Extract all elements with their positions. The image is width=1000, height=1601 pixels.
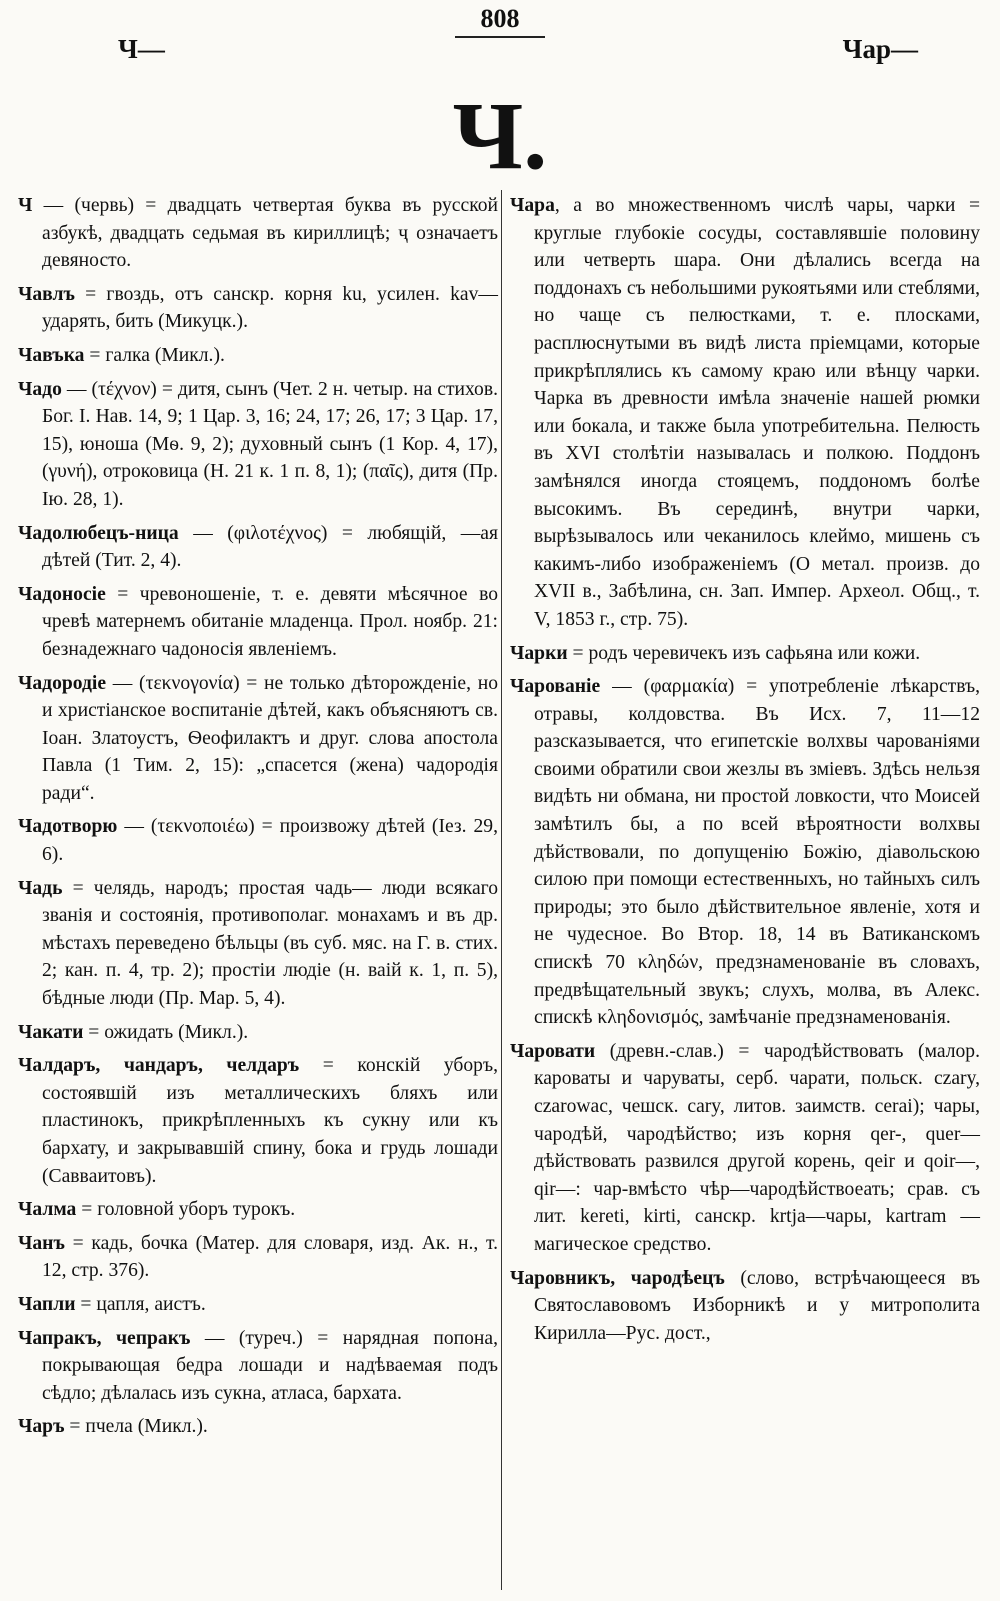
dictionary-entry xyxy=(18,875,498,1013)
page-number-rule xyxy=(455,36,545,38)
entry-headword: Чара xyxy=(510,195,555,216)
dictionary-entry xyxy=(18,520,498,575)
entry-headword: Чапракъ, чепракъ xyxy=(18,1327,191,1349)
entry-definition: = чревоношеніе, т. е. девяти мѣсячное во чревѣ матернемъ обитаніе младенца. Прол. ноябр. 21: безнадежнаго чадоносія явленіемъ. xyxy=(42,583,498,660)
entry-headword: Чарки xyxy=(510,642,568,664)
entry-definition: — (φαρμακία) = употребленіе лѣкарствъ, отравы, колдовства. Въ Исх. 7, 11—12 разсказывается, что египетскіе волхвы чарованіями своими обратили свои жезлы въ зміевъ. Здѣсь нельзя видѣть ни обмана, ни простой ловкости, что Моисей замѣтилъ бы, а по всей вѣроятности волхвы дѣйствовали, по допущенію Божію, діавольскою силою при помощи естественныхъ, но тайныхъ силъ природы; это было дѣйствительное явленіе, хотя и не чудесное. Во Втор. 18, 14 въ Ватиканскомъ спискѣ 70 κληδών, предзнаменованіе въ словахъ, предвѣщательный звукъ; слухъ, молва, въ Алекс. спискѣ κληδονισμός, замѣчаніе предзнаменованія. xyxy=(534,676,980,1029)
entry-definition: — (червь) = двадцать четвертая буква въ русской азбукѣ, двадцать седьмая въ кириллицѣ; ҷ означаетъ девяносто. xyxy=(32,195,498,272)
dictionary-entry xyxy=(510,640,980,668)
column-divider xyxy=(501,190,502,1590)
entry-headword: Чапли xyxy=(18,1293,76,1315)
entry-headword: Чавъка xyxy=(18,344,85,366)
dictionary-entry xyxy=(18,342,498,370)
dictionary-entry xyxy=(18,1291,498,1319)
entry-headword: Чанъ xyxy=(18,1232,65,1254)
entry-definition: = цапля, аистъ. xyxy=(75,1293,206,1315)
running-head-left: Ч— xyxy=(118,34,165,64)
right-column xyxy=(510,192,980,1353)
dictionary-entry xyxy=(18,192,498,275)
entry-definition: = родъ черевичекъ изъ сафьяна или кожи. xyxy=(567,642,921,664)
entry-definition: — (φιλοτέχνος) = любящій, —ая дѣтей (Тит. 2, 4). xyxy=(42,522,498,572)
dictionary-entry xyxy=(18,581,498,664)
entry-headword: Чалма xyxy=(18,1199,77,1221)
entry-definition: = пчела (Микл.). xyxy=(64,1416,208,1438)
entry-definition: = конскій уборъ, состоявшій изъ металлическихъ бляхъ или пластинокъ, прикрѣпленныхъ къ сукну или къ бархату, и закрывавшій спину, бока и грудь лошади (Саввaитовъ). xyxy=(42,1055,498,1187)
entry-headword: Чадородіе xyxy=(18,672,107,694)
entry-definition: (древн.-слав.) = чародѣйствовать (малор. кароваты и чаруваты, серб. чарати, польск. czary, czarowac, чешск. cary, литов. заимств. cerai); чары, чародѣй, чародѣйство; изъ корня qer-, quer—дѣйствовать развился другой корень, qeir и qoir—, qir—: чар-вмѣсто чѣр—чародѣйствоеать; срав. съ лит. kereti, kirti, санскр. krtja—чары, kartram — магическое средство. xyxy=(534,1040,980,1255)
entry-definition: = галка (Микл.). xyxy=(84,344,225,366)
dictionary-entry xyxy=(510,673,980,1032)
entry-definition: — (τέχνον) = дитя, сынъ (Чет. 2 н. четыр. на стихов. Бог. I. Нав. 14, 9; 1 Цар. 3, 16; 24, 17; 26, 17; 3 Цар. 17, 15), юноша (Мѳ. 9, 2); духовный сынъ (1 Кор. 4, 17), (γυνή), отроковица (Н. 21 к. 1 п. 8, 1); (παῖς), дитя (Пр. Ію. 28, 1). xyxy=(42,378,498,510)
entry-headword: Чавлъ xyxy=(18,283,75,305)
entry-definition: = гвоздь, отъ санскр. корня ku, усилен. kav—ударять, бить (Микуцк.). xyxy=(42,283,498,333)
dictionary-entry xyxy=(18,670,498,808)
dictionary-entry xyxy=(18,281,498,336)
dictionary-entry xyxy=(510,192,980,634)
dictionary-entry xyxy=(18,813,498,868)
page-number: 808 xyxy=(480,4,520,33)
entry-headword: Чадо xyxy=(18,378,62,400)
dictionary-entry xyxy=(18,1413,498,1441)
entry-definition: — (туреч.) = нарядная попона, покрывающая бедра лошади и надѣваемая подъ сѣдло; дѣлалась изъ сукна, атласа, бархата. xyxy=(42,1327,498,1404)
entry-headword: Чадь xyxy=(18,877,63,899)
dictionary-entry xyxy=(18,376,498,514)
dictionary-entry xyxy=(510,1265,980,1348)
entry-headword: Чарованіе xyxy=(510,676,601,698)
entry-headword: Чалдаръ, чандаръ, челдаръ xyxy=(18,1055,300,1077)
running-head-right: Чар— xyxy=(842,34,918,64)
entry-definition: = ожидать (Микл.). xyxy=(83,1021,249,1043)
left-column xyxy=(18,192,498,1447)
dictionary-entry xyxy=(18,1052,498,1190)
dictionary-entry xyxy=(18,1230,498,1285)
dictionary-entry xyxy=(18,1019,498,1047)
entry-definition: = кадь, бочка (Матер. для словаря, изд. Ак. н., т. 12, стр. 376). xyxy=(42,1232,498,1282)
dictionary-entry xyxy=(510,1038,980,1259)
entry-headword: Чадолюбецъ-ница xyxy=(18,522,179,544)
entry-headword: Чадоносіе xyxy=(18,583,106,605)
entry-definition: — (τεκνοποιέω) = произвожу дѣтей (Іез. 29, 6). xyxy=(42,816,498,866)
entry-definition: = головной уборъ турокъ. xyxy=(76,1199,296,1221)
entry-headword: Чаръ xyxy=(18,1416,65,1438)
entry-headword: Чакати xyxy=(18,1021,84,1043)
entry-headword: Чадотворю xyxy=(18,816,118,838)
entry-headword: Ч xyxy=(18,195,33,216)
dictionary-entry xyxy=(18,1196,498,1224)
entry-headword: Чаровати xyxy=(510,1040,596,1062)
entry-definition: = челядь, народъ; простая чадь— люди всякаго званія и состоянія, противополаг. монахамъ и въ др. мѣстахъ переведено бѣльцы (въ суб. мяс. на Г. в. стих. 2; кан. п. 4, тр. 2); простіи людіе (н. ваій к. 1, п. 5), бѣдные люди (Пр. Мар. 5, 4). xyxy=(42,877,498,1010)
entry-headword: Чаровникъ, чародѣецъ xyxy=(510,1267,725,1289)
section-letter: Ч. xyxy=(452,82,548,189)
dictionary-entry xyxy=(18,1325,498,1408)
entry-definition: — (τεκνογονία) = не только дѣторожденіе, но и христіанское воспитаніе дѣтей, какъ объясняютъ св. Іоан. Златоустъ, Ѳеофилактъ и друг. слова апостола Павла (1 Тим. 2, 15): „спасется (жена) чадородія ради“. xyxy=(42,672,498,804)
entry-definition: , а во множественномъ числѣ чары, чарки = круглые глубокіе сосуды, составлявшіе половину или четверть шара. Они дѣлались всегда на поддонахъ съ небольшими рукоятьями или стеблями, но чаще съ пелюстками, т. е. плосками, расплюснутыми въ видѣ листа пріемцами, которые прикрѣплялись къ самому краю или вѣнцу чарки. Чарка въ древности имѣла значеніе нашей рюмки или бокала, и также была употребительна. Пелюсть въ XVI столѣтіи называлась и полкою. Поддонъ замѣнялся иногда стояцемъ, поддономъ болѣе высокимъ. Въ серединѣ, внутри чарки, вырѣзывалось или чеканилось клеймо, мишень съ какимъ-либо изображеніемъ (О метал. произв. до XVII в., Забѣлина, сн. Зап. Импер. Археол. Общ., т. V, 1853 г., стр. 75). xyxy=(534,195,980,630)
entry-definition: (слово, встрѣчающееся въ Святославовомъ Изборникѣ и у митрополита Кирилла—Рус. дост., xyxy=(534,1267,980,1344)
